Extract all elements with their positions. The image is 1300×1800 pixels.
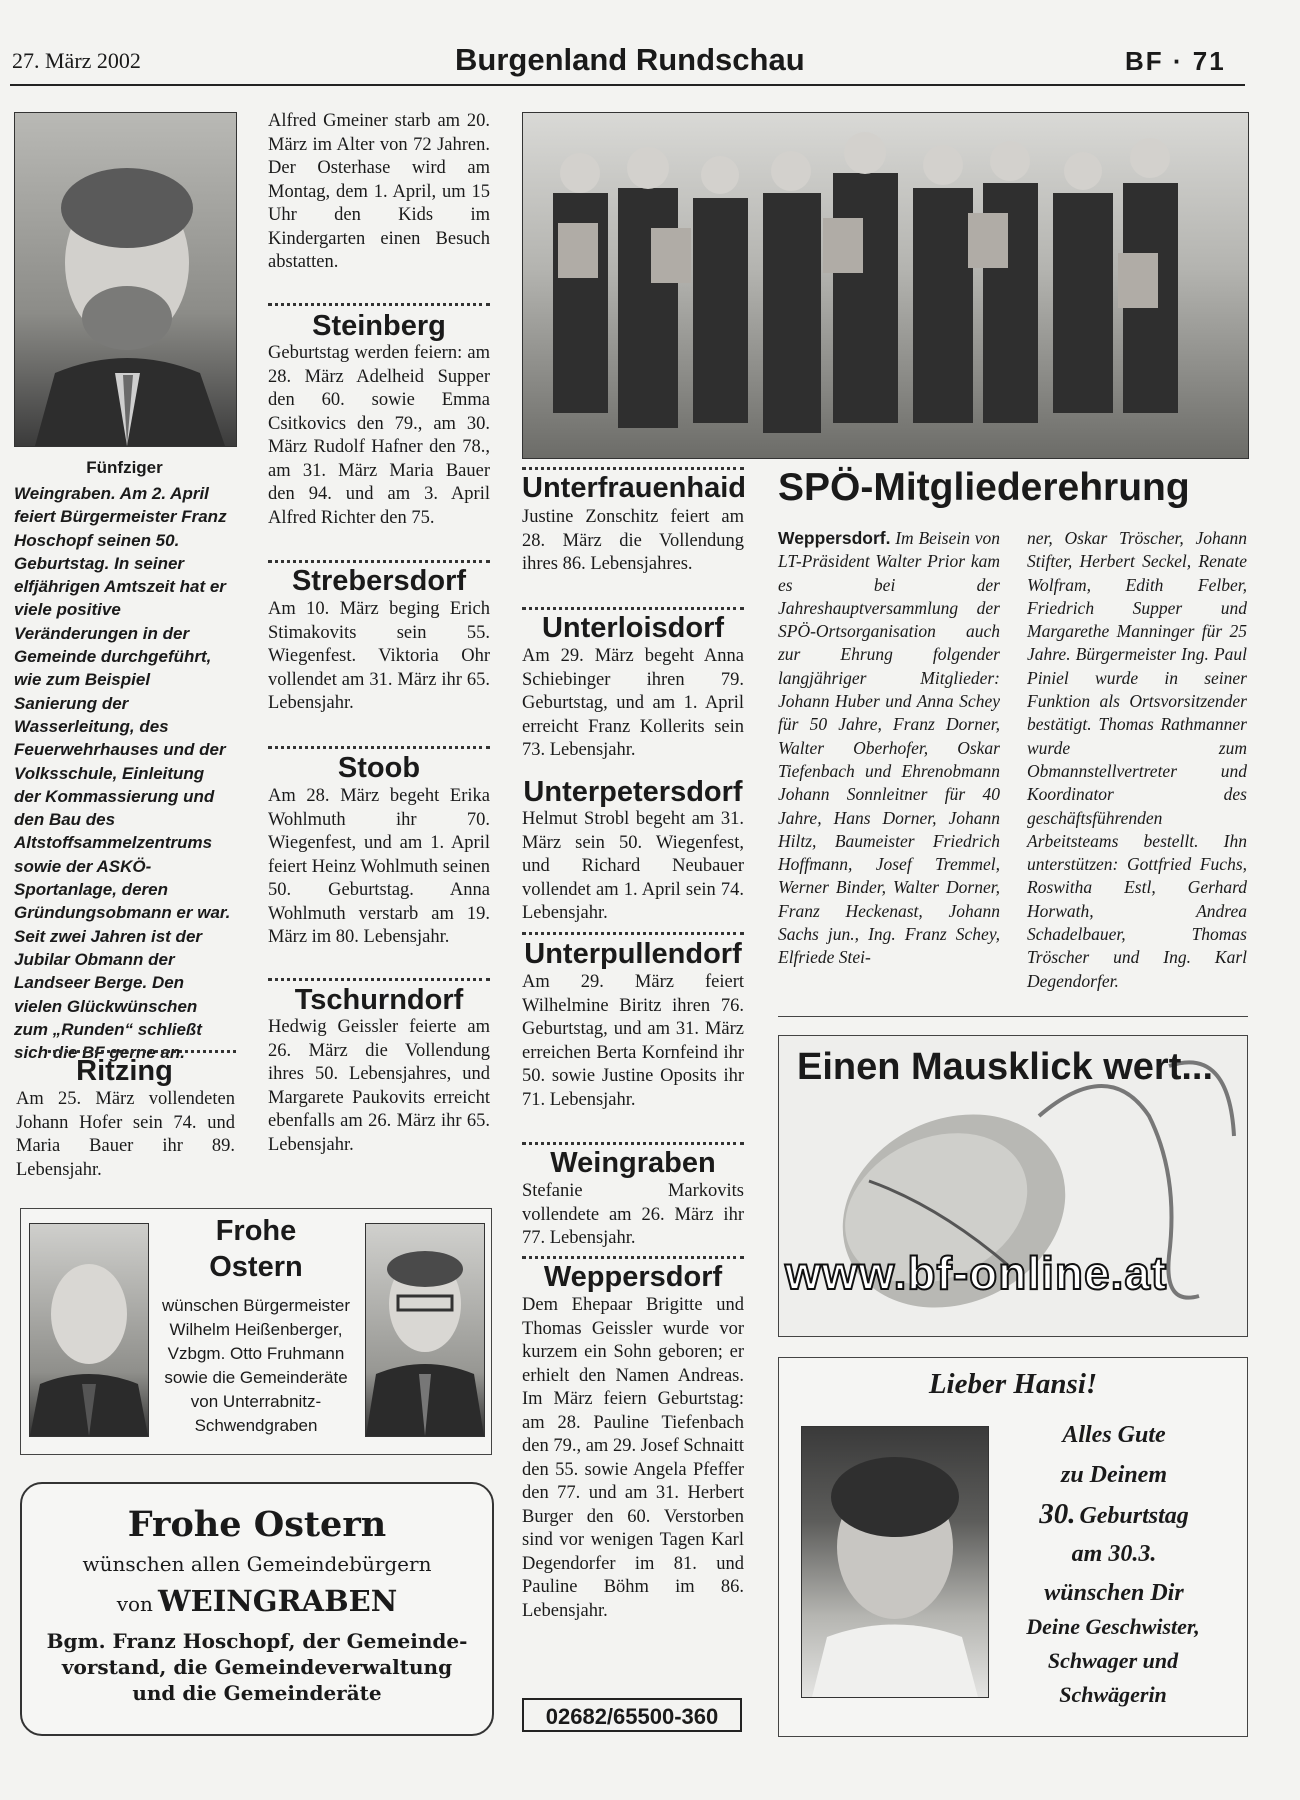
section-text-stoob: Am 28. März begeht Erika Wohlmuth ihr 70. Wiegenfest, und am 1. April feiert Heinz Wohlmuth seinen 50. Geburtstag. Anna Wohlmuth verstarb am 19. März im 80. Lebensjahr. (268, 786, 490, 947)
ad2-line2 (22, 1584, 492, 1618)
hansi-line1: Alles Gute (1062, 1422, 1166, 1448)
section-title-strebersdorf: Strebersdorf (291, 565, 467, 597)
spoe-lead: Weppersdorf. (778, 528, 891, 548)
section-text-unterfrauenhaid: Justine Zonschitz feiert am 28. März die Vollendung ihres 86. Lebensjahres. (522, 507, 744, 574)
hansi-line8: Schwägerin (1059, 1682, 1167, 1707)
ad1-text: wünschen Bürgermeister Wilhelm Heißenberger, Vzbgm. Otto Fruhmann sowie die Gemeinderäte von Unterrabnitz-Schwendgraben (161, 1296, 351, 1435)
hansi-line5: wünschen Dir (1044, 1580, 1184, 1606)
header-date: 27. März 2002 (12, 48, 141, 73)
ad2-line1: wünschen allen Gemeindebürgern (82, 1552, 432, 1576)
section-title-ritzing: Ritzing (76, 1055, 173, 1087)
hansi-line2: zu Deinem (1060, 1462, 1167, 1488)
divider (522, 1256, 744, 1259)
page-number: BF · 71 (1125, 46, 1226, 76)
divider (268, 560, 490, 563)
group-photo-spoe (522, 112, 1249, 459)
ad1-title-1: Frohe (215, 1215, 297, 1247)
divider (522, 467, 744, 470)
section-text-steinberg: Geburtstag werden feiern: am 28. März Adelheid Supper den 60. sowie Emma Csitkovics den 79., am 30. März Rudolf Hafner den 78., am 31. März Maria Bauer den 94. und am 3. April Alfred Richter den 75. (268, 343, 490, 528)
spoe-text-a: Im Beisein von LT-Präsident Walter Prior kam es bei der Jahreshauptversammlung der SPÖ-Ortsorganisation auch zur Ehrung folgender langjähriger Mitglieder: Johann Huber und Anna Schey für 50 Jahre, Franz Dorner, Walter Oberhofer, Oskar Tiefenbach und Ehrenobmann Johann Sonnleitner für 40 Jahre, Hans Dorner, Johann Hiltz, Baumeister Friedrich Hoffmann, Josef Tremmel, Werner Binder, Walter Dorner, Franz Heckenast, Johann Sachs jun., Ing. Franz Schey, Elfriede Stei- (778, 528, 1000, 968)
section-title-tschurndorf: Tschurndorf (294, 984, 464, 1016)
section-text-strebersdorf: Am 10. März beging Erich Stimakovits sein 55. Wiegenfest. Viktoria Ohr vollendet am 31. März ihr 65. Lebensjahr. (268, 599, 490, 713)
portrait-photo-mayor (14, 112, 237, 447)
spoe-text-col-a (778, 527, 1000, 970)
section-title-weppersdorf: Weppersdorf (543, 1261, 723, 1293)
intro-text: Alfred Gmeiner starb am 20. März im Alter von 72 Jahren. Der Osterhase wird am Montag, dem 1. April, um 15 Uhr den Kids im Kindergarten einen Besuch abstatten. (268, 111, 490, 272)
hansi-line3 (989, 1498, 1239, 1531)
ad-frohe-ostern-unterrabnitz (20, 1208, 492, 1455)
divider (268, 978, 490, 981)
hansi-line3-text: Geburtstag (1079, 1503, 1189, 1529)
portrait-photo-hansi (801, 1426, 989, 1698)
spoe-headline: SPÖ-Mitgliederehrung (778, 466, 1190, 509)
section-text-unterpullendorf: Am 29. März feiert Wilhelmine Biritz ihren 76. Geburtstag, und am 31. März erreichen Berta Kornfeind ihr 50. sowie Justine Oposits ihr 71. Lebensjahr. (522, 972, 744, 1110)
section-title-unterfrauenhaid: Unterfrauenhaid (522, 472, 746, 504)
divider (522, 1142, 744, 1145)
hansi-line6: Deine Geschwister, (1026, 1614, 1200, 1639)
portrait-photo-left (29, 1223, 149, 1437)
section-text-tschurndorf: Hedwig Geissler feierte am 26. März die Vollendung ihres 50. Lebensjahres, und Margarete Paukovits erreicht ebenfalls am 26. März ihr 65. Lebensjahr. (268, 1017, 490, 1155)
divider (48, 1050, 236, 1053)
section-title-unterloisdorf: Unterloisdorf (541, 612, 725, 644)
ad-frohe-ostern-weingraben (20, 1482, 494, 1736)
phone-number-box: 02682/65500-360 (522, 1698, 742, 1732)
spoe-text-col-b: ner, Oskar Tröscher, Johann Stifter, Herbert Seckel, Renate Wolfram, Edith Felber, Friedrich Supper und Margarethe Manninger für 25 Jahre. Bürgermeister Ing. Paul Piniel wurde in seiner Funktion als Ortsvorsitzender bestätigt. Thomas Rathmanner wurde zum Obmannstellvertreter und Koordinator des geschäftsführenden Arbeitsteams bestellt. Ihn unterstützen: Gottfried Fuchs, Roswitha Estl, Gerhard Horwath, Andrea Schadelbauer, Thomas Tröscher und Ing. Karl Degendorfer. (1027, 528, 1247, 991)
hansi-line4: am 30.3. (1071, 1541, 1157, 1567)
ad-mouse-headline: Einen Mausklick wert... (797, 1046, 1214, 1088)
hansi-title: Lieber Hansi! (928, 1368, 1098, 1400)
ad-mouse-url[interactable]: www.bf-online.at (785, 1247, 1168, 1299)
portrait-photo-right (365, 1223, 485, 1437)
ad2-line2-a: von (116, 1592, 153, 1616)
section-text-unterpetersdorf: Helmut Strobl begeht am 31. März sein 50. Wiegenfest, und Richard Neubauer vollendet am 1. April sein 74. Lebensjahr. (522, 809, 744, 923)
ad2-line5: und die Gemeinderäte (132, 1681, 382, 1705)
divider (268, 303, 490, 306)
section-text-weingraben: Stefanie Markovits vollendete am 26. März ihr 77. Lebensjahr. (522, 1181, 744, 1248)
hansi-line3-num: 30. (1039, 1498, 1076, 1530)
section-text-ritzing: Am 25. März vollendeten Johann Hofer sein 74. und Maria Bauer ihr 89. Lebensjahr. (16, 1089, 235, 1180)
ad-mausklick (778, 1035, 1248, 1337)
spoe-rule (778, 1016, 1248, 1017)
caption-text: Weingraben. Am 2. April feiert Bürgermeister Franz Hoschopf seinen 50. Geburtstag. In seiner elfjährigen Amtszeit hat er viele positive Veränderungen in der Gemeinde durchgeführt, wie zum Beispiel Sanierung der Wasserleitung, des Feuerwehrhauses und der Volksschule, Einleitung der Kommassierung und den Bau des Altstoffsammelzentrums sowie der ASKÖ-Sportanlage, deren Gründungsobmann er war. Seit zwei Jahren ist der Jubilar Obmann der Landseer Berge. Den vielen Glückwünschen zum „Runden“ schließt sich die BF gerne an. (14, 484, 231, 1063)
caption-title: Fünfziger (86, 458, 163, 477)
hansi-line7: Schwager und (1047, 1648, 1179, 1673)
newspaper-title: Burgenland Rundschau (455, 42, 805, 77)
ad-lieber-hansi (778, 1357, 1248, 1737)
group-illustration (523, 113, 1248, 458)
section-title-unterpetersdorf: Unterpetersdorf (523, 776, 743, 808)
divider (522, 607, 744, 610)
section-title-stoob: Stoob (337, 752, 421, 784)
ad2-title: Frohe Ostern (127, 1504, 387, 1545)
ad2-line3: Bgm. Franz Hoschopf, der Gemeinde- (46, 1629, 468, 1653)
ad1-title-2: Ostern (209, 1251, 303, 1283)
section-title-unterpullendorf: Unterpullendorf (524, 938, 742, 970)
section-text-weppersdorf: Dem Ehepaar Brigitte und Thomas Geissler wurde vor kurzem ein Sohn geboren; er erhielt den Namen Andreas. Im März feiern Geburtstag: am 28. Pauline Tiefenbach den 79., am 29. Josef Schnaitt den 55. sowie Angela Pfeffer den 77. und am 31. Herbert Burger den 60. Verstorben sind vor wenigen Tagen Karl Degendorfer im 81. und Pauline Böhm im 86. Lebensjahr. (522, 1295, 744, 1621)
ad2-line2-b: WEINGRABEN (158, 1584, 398, 1618)
header-rule (10, 84, 1245, 86)
section-title-weingraben: Weingraben (550, 1147, 716, 1179)
divider (268, 746, 490, 749)
portrait-illustration (15, 113, 236, 446)
section-text-unterloisdorf: Am 29. März begeht Anna Schiebinger ihren 79. Geburtstag, und am 1. April erreicht Franz Kollerits sein 73. Lebensjahr. (522, 646, 744, 760)
section-title-steinberg: Steinberg (312, 310, 446, 342)
divider (522, 932, 744, 935)
ad2-line4: vorstand, die Gemeindeverwaltung (61, 1655, 453, 1679)
